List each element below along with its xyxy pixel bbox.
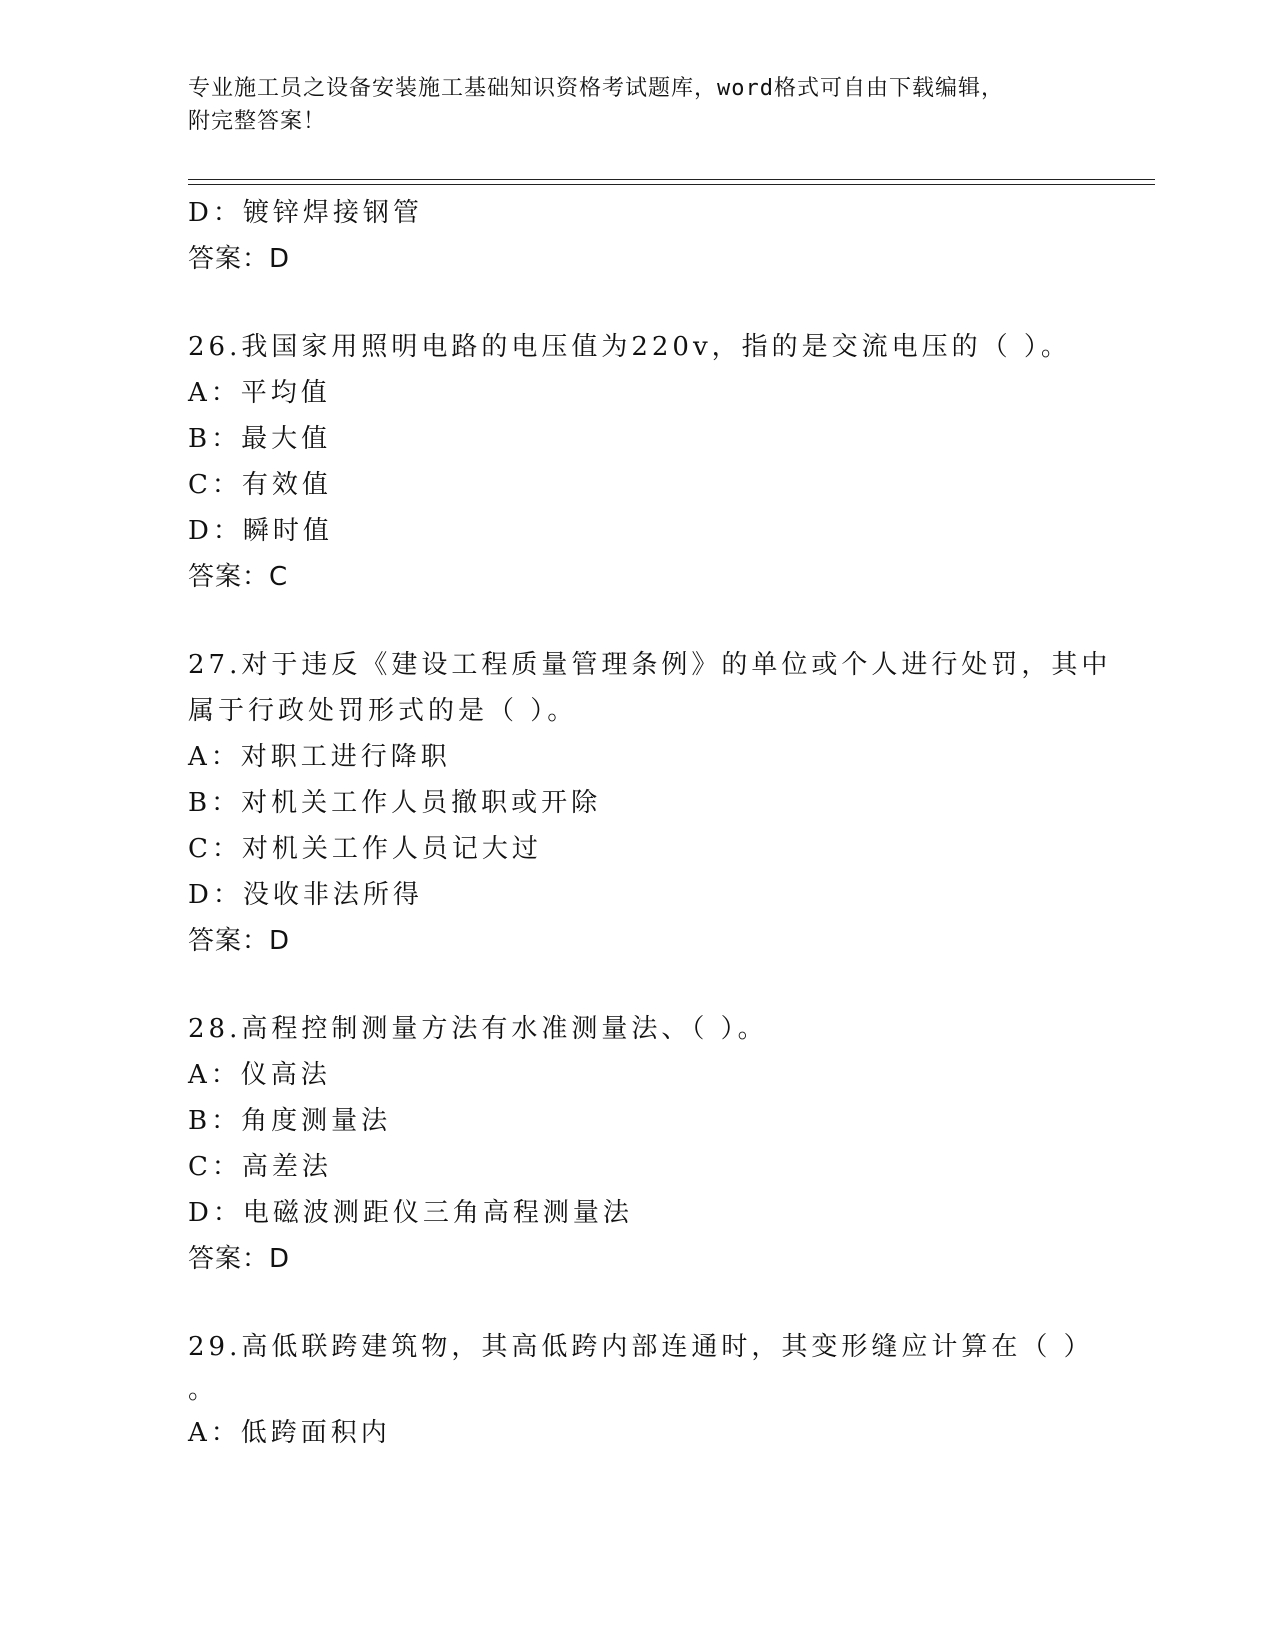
option-b: B：对机关工作人员撤职或开除 [188,788,602,818]
question-stem: 28.高程控制测量方法有水准测量法、（ ）。 [188,1014,768,1044]
option-b: B：角度测量法 [188,1106,392,1136]
question-stem: 27.对于违反《建设工程质量管理条例》的单位或个人进行处罚，其中 [188,650,1112,680]
answer-line: 答案：C [188,562,289,592]
option-c: C：高差法 [188,1152,332,1182]
option-a: A：仪高法 [188,1060,331,1090]
option-c: C：对机关工作人员记大过 [188,834,542,864]
question-stem-continued: 属于行政处罚形式的是（ ）。 [188,696,578,726]
question-gap [188,600,1088,642]
option-d: D：没收非法所得 [188,880,423,910]
question-gap [188,1282,1088,1324]
question-list [188,190,1112,1456]
option-d: D：瞬时值 [188,516,333,546]
question-gap [188,964,1088,1006]
header-divider-top [188,179,1155,180]
header-line-2: 附完整答案！ [188,109,327,134]
document-header [188,72,1088,138]
header-line-1: 专业施工员之设备安装施工基础知识资格考试题库，word格式可自由下载编辑， [188,76,1004,101]
option-a: A：低跨面积内 [188,1418,391,1448]
answer-line: 答案：D [188,244,291,274]
question-stem: 29.高低联跨建筑物，其高低跨内部连通时，其变形缝应计算在（ ） [188,1332,1094,1362]
header-divider-bottom [188,184,1155,185]
option-a: A：平均值 [188,378,331,408]
question-stem: 26.我国家用照明电路的电压值为220v，指的是交流电压的（ ）。 [188,332,1071,362]
answer-line: 答案：D [188,1244,291,1274]
question-stem-continued: 。 [188,1375,219,1405]
option-a: A：对职工进行降职 [188,742,451,772]
option-d: D：镀锌焊接钢管 [188,198,423,228]
question-gap [188,282,1088,324]
option-b: B：最大值 [188,424,332,454]
option-c: C：有效值 [188,470,332,500]
option-d: D：电磁波测距仪三角高程测量法 [188,1198,633,1228]
answer-line: 答案：D [188,926,291,956]
